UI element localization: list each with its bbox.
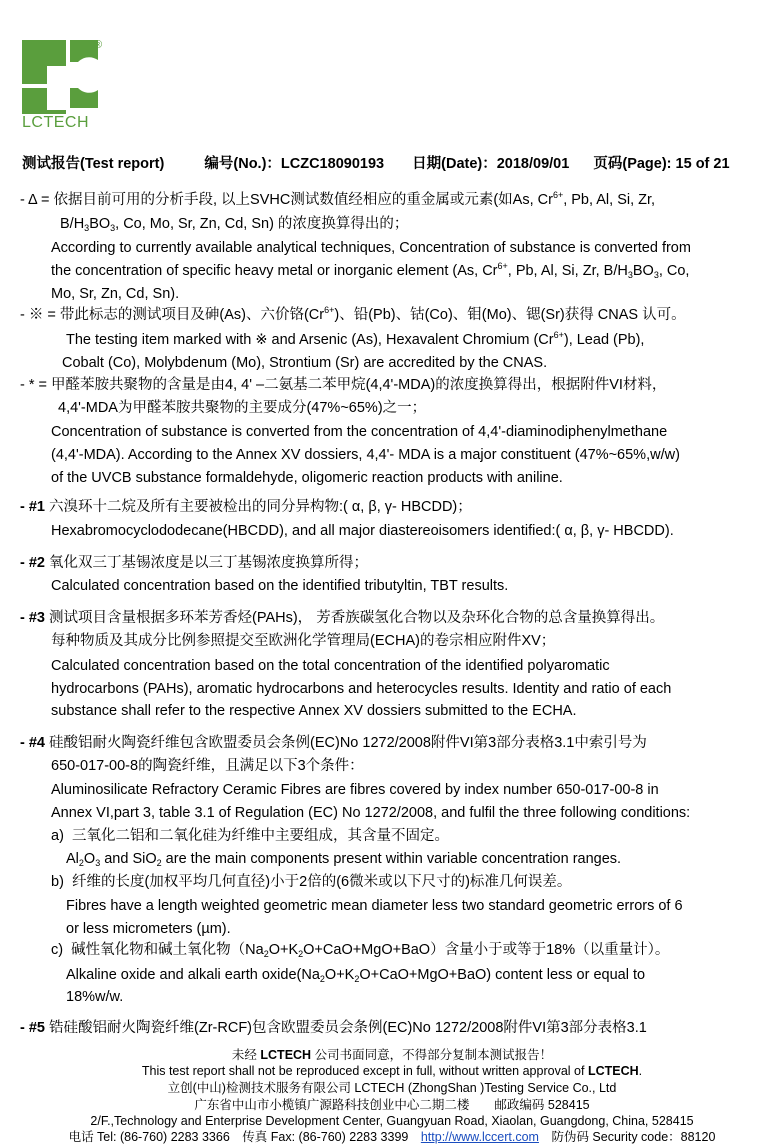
cnas-note-en-line1: The testing item marked with ※ and Arsenic (As), Hexavalent Chromium $(Cr^{6+})$, Lead (Pb), [66,330,645,348]
note4-c-en-line1: Alkaline oxide and alkali earth $oxide(Na_2O+K_2O+CaO+MgO+BaO)$ content less or equal to [66,967,646,984]
note4-a-cn: a) 三氧化二铝和二氧化硅为纤维中主要组成，其含量不固定。 [51,828,449,844]
footer-line2: This test report shall not be reproduced except in full, without written approval of LCTECH. [141,1064,643,1078]
note5-cn: - #5 锆硅酸铝耐火陶瓷纤维(Zr-RCF)包含欧盟委员会条例(EC)No 1272/2008附件VI第3部分表格3.1 [20,1020,647,1036]
logo-text: LCTECH [22,114,90,131]
report-number: 编号(No.)：LCZC18090193 [204,156,385,172]
note4-cn-line1: - #4 硅酸铝耐火陶瓷纤维包含欧盟委员会条例(EC)No 1272/2008附件VI第3部分表格3.1中索引号为 [20,735,647,751]
footer-line5: 2/F.,Technology and Enterprise Development Center, Guangyuan Road, Xiaolan, Guangdong, China, 528415 [90,1114,694,1128]
note2-marker: - #2 [20,555,45,571]
note5-marker: - #5 [20,1020,45,1036]
delta-note-cn-line2: $B/H_3BO_3$, Co, Mo, Sr, Zn, Cd, Sn) 的浓度换算得出的； [60,216,409,233]
note2-en: Calculated concentration based on the identified tributyltin, TBT results. [51,578,509,594]
star-marker: - * = [20,377,47,393]
note2-cn: - #2 氧化双三丁基锡浓度是以三丁基锡浓度换算所得； [20,555,369,571]
cnas-note-cn: - ※ = 带此标志的测试项目及砷(As)、六价铬$(Cr^{6+})$、铅(Pb)、钴(Co)、钼(Mo)、锶(Sr)获得 CNAS 认可。 [20,305,686,323]
note3-cn-line1: - #3 测试项目含量根据多环苯芳香烃(PAHs)， 芳香族碳氢化合物以及杂环化合物的总含量换算得出。 [20,610,665,626]
delta-note-en-line2: the concentration of specific heavy metal or inorganic element (As, $Cr^{6+}$, Pb, Al, Si, Zr, $B/H_3BO_3$, Co, [51,261,690,280]
note1-en: Hexabromocyclododecane(HBCDD), and all major diastereoisomers identified:( α, β, γ- HBCDD). [51,523,674,539]
delta-note-en-line1: According to currently available analytical techniques, Concentration of substance is converted from [51,240,691,256]
cnas-note-en-line2: Cobalt (Co), Molybdenum (Mo), Strontium (Sr) are accredited by the CNAS. [62,355,548,371]
footer-line6: 电话 Tel: (86-760) 2283 3366 传真 Fax: (86-760) 2283 3399 http://www.lccert.com 防伪码 Security code：88120 [68,1130,716,1144]
note4-b-cn: b) 纤维的长度(加权平均几何直径)小于2倍的(6微米或以下尺寸的)标准几何误差。 [51,874,572,890]
note1-cn: - #1 六溴环十二烷及所有主要被检出的同分异构物:( α, β, γ- HBCDD)； [20,499,472,515]
website-link[interactable]: http://www.lccert.com [420,1130,539,1144]
note3-cn-line2: 每种物质及其成分比例参照提交至欧洲化学管理局(ECHA)的卷宗相应附件XV； [51,633,556,649]
footer-line3: 立创(中山)检测技术服务有限公司 LCTECH (ZhongShan )Testing Service Co., Ltd [167,1081,617,1095]
page-number: 页码(Page): 15 of 21 [593,156,730,172]
note4-b-en-line1: Fibres have a length weighted geometric mean diameter less two standard geometric errors of 6 [66,898,683,914]
note3-en-line3: substance shall refer to the respective Annex XV dossiers submitted to the ECHA. [51,703,577,719]
note4-en-line2: Annex VI,part 3, table 3.1 of Regulation (EC) No 1272/2008, and fulfil the three following conditions: [51,805,691,821]
delta-marker: - Δ = [20,192,50,208]
star-note-en-line2: (4,4'-MDA). According to the Annex XV dossiers, 4,4'- MDA is a major constituent (47%~65%,w/w) [51,447,680,463]
note3-en-line2: hydrocarbons (PAHs), aromatic hydrocarbons and heterocycles results. Identity and ratio of each [51,681,672,697]
report-title: 测试报告(Test report) [22,156,165,172]
note4-cn-line2: 650-017-00-8的陶瓷纤维，且满足以下3个条件： [51,758,364,774]
note4-a-en: $Al_2O_3$ and SiO$_2$ are the main components present within variable concentration ranges. [66,851,622,868]
delta-note-en-line3: Mo, Sr, Zn, Cd, Sn). [51,286,180,302]
report-date: 日期(Date)：2018/09/01 [412,156,570,172]
star-note-cn-line2: 4,4'-MDA为甲醛苯胺共聚物的主要成分(47%~65%)之一； [58,400,427,416]
note4-c-cn: c) 碱性氧化物和碱土氧化物$(Na_2O+K_2O+CaO+MgO+BaO)$含量小于或等于18%（以重量计）。 [51,942,670,959]
star-note-en-line3: of the UVCB substance formaldehyde, oligomeric reaction products with aniline. [51,470,563,486]
star-note-cn-line1: - * = 甲醛苯胺共聚物的含量是由4, 4' –二氨基二苯甲烷(4,4'-MDA)的浓度换算得出，根据附件VI材料， [20,377,667,393]
note3-marker: - #3 [20,610,45,626]
note4-c-en-line2: 18%w/w. [66,989,124,1005]
cnas-marker: - ※ = [20,307,56,323]
footer-line4: 广东省中山市小榄镇广源路科技创业中心二期二楼 邮政编码 528415 [194,1098,590,1112]
note1-marker: - #1 [20,499,45,515]
registered-mark: ® [94,39,103,51]
note4-b-en-line2: or less micrometers (µm). [66,921,231,937]
star-note-en-line1: Concentration of substance is converted from the concentration of 4,4'-diaminodiphenylmethane [51,424,668,440]
delta-note-cn-line1: - Δ = 依据目前可用的分析手段, 以上SVHC测试数值经相应的重金属或元素(如As, $Cr^{6+}$, Pb, Al, Si, Zr, [20,190,656,208]
note4-marker: - #4 [20,735,45,751]
footer-line1: 未经 LCTECH 公司书面同意，不得部分复制本测试报告！ [231,1048,553,1062]
report-header [22,152,764,173]
note4-en-line1: Aluminosilicate Refractory Ceramic Fibres are fibres covered by index number 650-017-00-8 in [51,782,659,798]
note3-en-line1: Calculated concentration based on the total concentration of the identified polyaromatic [51,658,610,674]
